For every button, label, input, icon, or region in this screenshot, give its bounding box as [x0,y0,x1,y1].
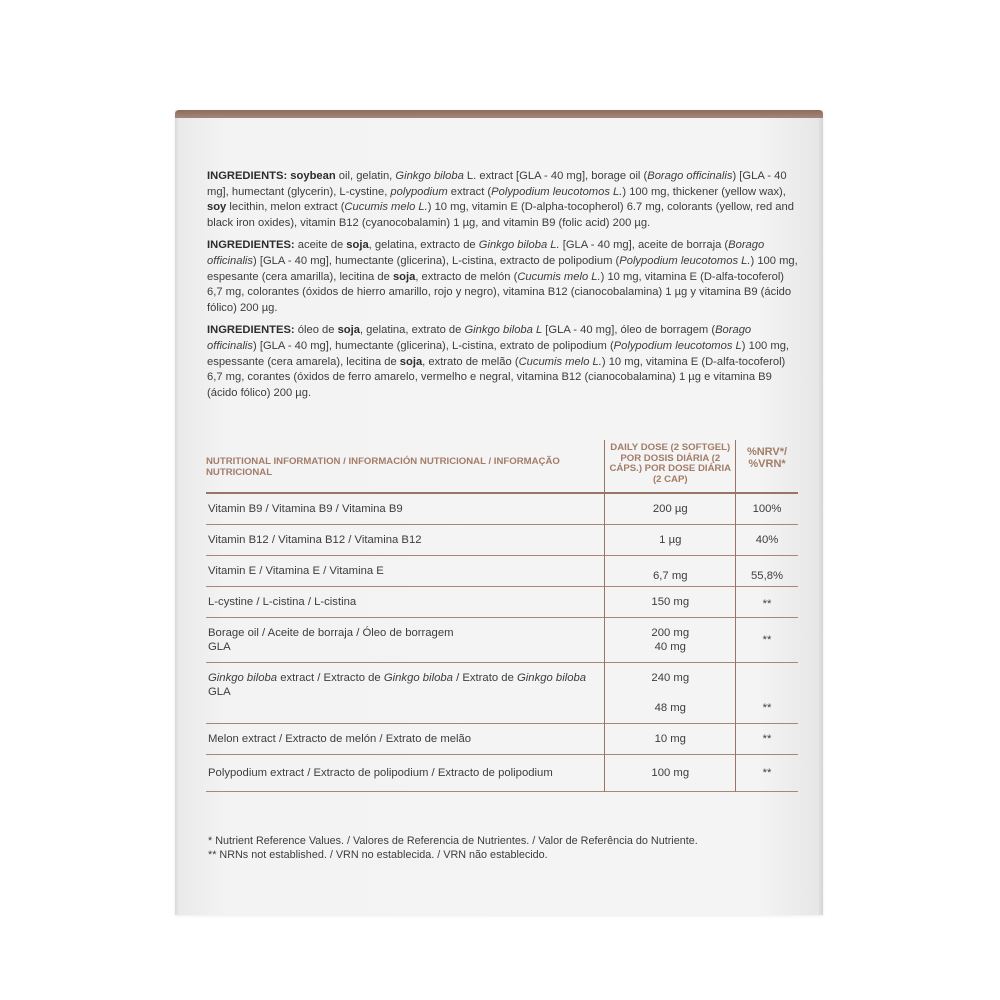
nutrient-dose: 10 mg [605,724,736,755]
nutrient-name [206,663,605,724]
ingredients-en: INGREDIENTS: soybean oil, gelatin, Ginkgo biloba L. extract [GLA - 40 mg], borage oil (Borago officinalis) [GLA - 40 mg], humectant (glycerin), L-cystine, polypodium extract (Polypodium leucotomos L.) 100 mg, thickener (yellow wax), soy lecithin, melon extract (Cucumis melo L.) 10 mg, vitamin E (D-alpha-tocopherol) 6.7 mg, colorants (yellow, red and black iron oxides), vitamin B12 (cyanocobalamin) 1 µg, and vitamin B9 (folic acid) 200 µg. [207,170,794,229]
table-row [206,755,798,792]
nutrient-name: Vitamin E / Vitamina E / Vitamina E [208,565,384,577]
table-row [206,525,798,556]
table-row [206,724,798,755]
nutrient-nrv: ** [762,733,772,745]
nutrient-dose-line: 200 mg [651,627,690,639]
nutrient-nrv: 100% [752,503,782,515]
table-row [206,663,798,724]
table-row [206,618,798,663]
nutrient-nrv: ** [762,702,772,714]
nutrient-name: Melon extract / Extracto de melón / Extrato de melão [208,733,472,745]
ingredients-section [207,169,799,408]
box-right-edge [818,118,823,915]
nutrient-dose: 200 µg [605,493,736,525]
nutrient-name: Vitamin B12 / Vitamina B12 / Vitamina B12 [208,534,422,546]
ingredients-es: INGREDIENTES: aceite de soja, gelatina, extracto de Ginkgo biloba L. [GLA - 40 mg], aceite de borraja (Borago officinalis) [GLA - 40 mg], humectante (glicerina), L-cistina, extracto de polipodium (Polypodium leucotomos L.) 100 mg, espesante (cera amarilla), lecitina de soja, extracto de melón (Cucumis melo L.) 10 mg, vitamina E (D-alfa-tocoferol) 6,7 mg, colorantes (óxidos de hierro amarillo, rojo y negro), vitamina B12 (cianocobalamina) 1 µg y vitamina B9 (ácido fólico) 200 µg. [207,239,798,314]
header-daily-dose: DAILY DOSE (2 SOFTGEL) POR DOSIS DIÁRIA (2 CÁPS.) POR DOSE DIÁRIA (2 CAP) [605,440,736,493]
footnotes [208,835,798,863]
nutrient-dose: 150 mg [605,587,736,618]
nutrient-subdose: 40 mg [654,641,686,653]
nutrient-name-line: Ginkgo biloba extract / Extracto de Ginkgo biloba / Extrato de Ginkgo biloba [208,672,587,684]
nutrient-name: Vitamin B9 / Vitamina B9 / Vitamina B9 [208,503,403,515]
nutrition-table-header [206,440,798,493]
box-top-edge [175,110,823,118]
nutrient-dose-line: 240 mg [651,672,690,684]
nutrition-table [206,440,798,792]
product-box-panel [175,110,823,915]
footnote-nrv: * Nutrient Reference Values. / Valores de Referencia de Nutrientes. / Valor de Referência do Nutriente. [208,835,698,847]
nutrient-nrv: ** [762,767,772,779]
nutrient-name: Polypodium extract / Extracto de polipodium / Extracto de polipodium [208,767,553,779]
nutrient-dose: 6,7 mg [605,556,736,587]
nutrient-dose [605,618,736,663]
table-row [206,556,798,587]
header-nutritional-information: NUTRITIONAL INFORMATION / INFORMACIÓN NUTRICIONAL / INFORMAÇÃO NUTRICIONAL [206,456,560,478]
nutrient-dose: 1 µg [605,525,736,556]
nutrient-nrv: ** [762,598,772,610]
footnote-not-established: ** NRNs not established. / VRN no establecida. / VRN não establecido. [208,848,548,861]
table-row [206,493,798,525]
nutrient-name: L-cystine / L-cistina / L-cistina [208,596,357,608]
nutrient-nrv: ** [762,634,772,646]
box-left-edge [175,118,179,915]
nutrient-name-line: Borage oil / Aceite de borraja / Óleo de borragem [208,627,454,639]
nutrient-subname: GLA [208,686,231,698]
nutrient-name [206,618,605,663]
nutrient-nrv: 40% [755,534,779,546]
ingredients-pt: INGREDIENTES: óleo de soja, gelatina, extrato de Ginkgo biloba L [GLA - 40 mg], óleo de borragem (Borago officinalis) [GLA - 40 mg], humectante (glicerina), L-cistina, extrato de polipodium (Polypodium leucotomos L) 100 mg, espessante (cera amarela), lecitina de soja, extrato de melão (Cucumis melo L.) 10 mg, vitamina E (D-alfa-tocoferol) 6,7 mg, corantes (óxidos de ferro amarelo, vermelho e negral, vitamina B12 (cianocobalamina) 1 µg e vitamina B9 (ácido fólico) 200 µg. [207,324,790,399]
nutrient-nrv: 55,8% [751,570,784,582]
nutrient-dose: 100 mg [605,755,736,792]
nutrient-subname: GLA [208,641,231,653]
nutrient-dose [605,663,736,724]
nutrient-subdose: 48 mg [654,702,686,714]
header-nrv-percent: %NRV*/ %VRN* [746,446,788,470]
table-row [206,587,798,618]
